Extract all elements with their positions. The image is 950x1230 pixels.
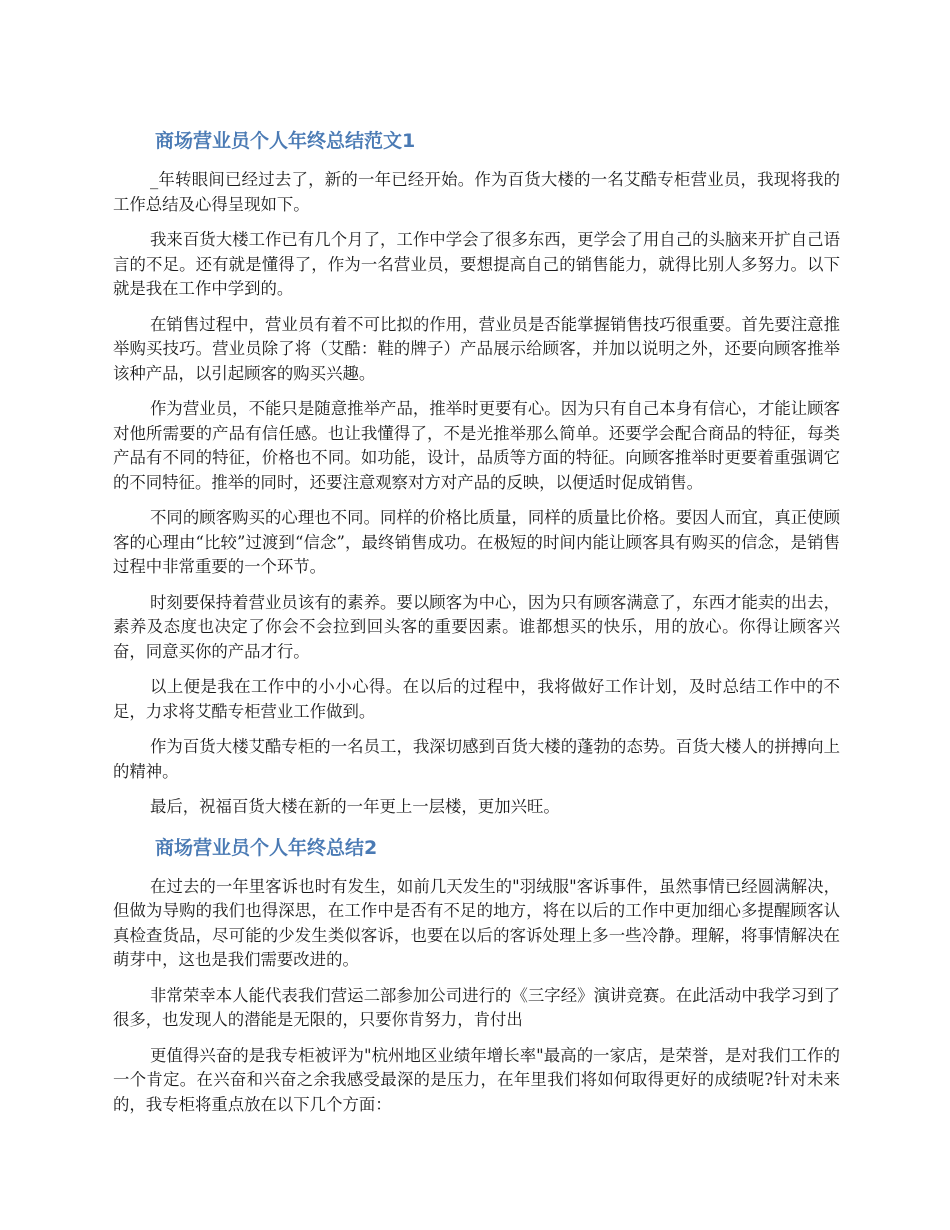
paragraph: 最后，祝福百货大楼在新的一年更上一层楼，更加兴旺。 [150,797,560,816]
paragraph: 非常荣幸本人能代表我们营运二部参加公司进行的《三字经》演讲竞赛。在此活动中我学习到了很多，也发现人的潜能是无限的，只要你肯努力，肯付出 [113,985,840,1029]
paragraph: _年转眼间已经过去了，新的一年已经开始。作为百货大楼的一名艾酷专柜营业员，我现将我的工作总结及心得呈现如下。 [113,170,840,214]
section-1 [113,124,840,820]
paragraph: 在销售过程中，营业员有着不可比拟的作用，营业员是否能掌握销售技巧很重要。首先要注意推举购买技巧。营业员除了将（艾酷：鞋的牌子）产品展示给顾客，并加以说明之外，还要向顾客推举该种产品，以引起顾客的购买兴趣。 [113,314,840,383]
paragraph: 更值得兴奋的是我专柜被评为"杭州地区业绩年增长率"最高的一家店，是荣誉，是对我们工作的一个肯定。在兴奋和兴奋之余我感受最深的是压力，在年里我们将如何取得更好的成绩呢?针对未来的，我专柜将重点放在以下几个方面： [113,1045,840,1114]
paragraph: 不同的顾客购买的心理也不同。同样的价格比质量，同样的质量比价格。要因人而宜，真正使顾客的心理由“比较”过渡到“信念”，最终销售成功。在极短的时间内能让顾客具有购买的信念，是销售过程中非常重要的一个环节。 [113,508,840,576]
section-title: 商场营业员个人年终总结2 [155,836,378,859]
section-title: 商场营业员个人年终总结范文1 [155,130,416,152]
section-2 [113,831,840,1118]
paragraph: 我来百货大楼工作已有几个月了，工作中学会了很多东西，更学会了用自己的头脑来开扩自己语言的不足。还有就是懂得了，作为一名营业员，要想提高自己的销售能力，就得比别人多努力。以下就是我在工作中学到的。 [113,230,840,298]
paragraph: 作为百货大楼艾酷专柜的一名员工，我深切感到百货大楼的蓬勃的态势。百货大楼人的拼搏向上的精神。 [113,737,840,781]
paragraph: 时刻要保持着营业员该有的素养。要以顾客为中心，因为只有顾客满意了，东西才能卖的出去，素养及态度也决定了你会不会拉到回头客的重要因素。谁都想买的快乐，用的放心。你得让顾客兴奋，同意买你的产品才行。 [113,592,840,661]
paragraph: 以上便是我在工作中的小小心得。在以后的过程中，我将做好工作计划，及时总结工作中的不足，力求将艾酷专柜营业工作做到。 [113,677,840,721]
paragraph: 作为营业员，不能只是随意推举产品，推举时更要有心。因为只有自己本身有信心，才能让顾客对他所需要的产品有信任感。也让我懂得了，不是光推举那么简单。还要学会配合商品的特征，每类产品有不同的特征，价格也不同。如功能，设计，品质等方面的特征。向顾客推举时更要着重强调它的不同特征。推举的同时，还要注意观察对方对产品的反映，以便适时促成销售。 [113,399,840,492]
document-page [113,124,840,1128]
paragraph: 在过去的一年里客诉也时有发生，如前几天发生的"羽绒服"客诉事件，虽然事情已经圆满解决，但做为导购的我们也得深思，在工作中是否有不足的地方，将在以后的工作中更加细心多提醒顾客认真检查货品，尽可能的少发生类似客诉，也要在以后的客诉处理上多一些冷静。理解，将事情解决在萌芽中，这也是我们需要改进的。 [113,876,840,969]
